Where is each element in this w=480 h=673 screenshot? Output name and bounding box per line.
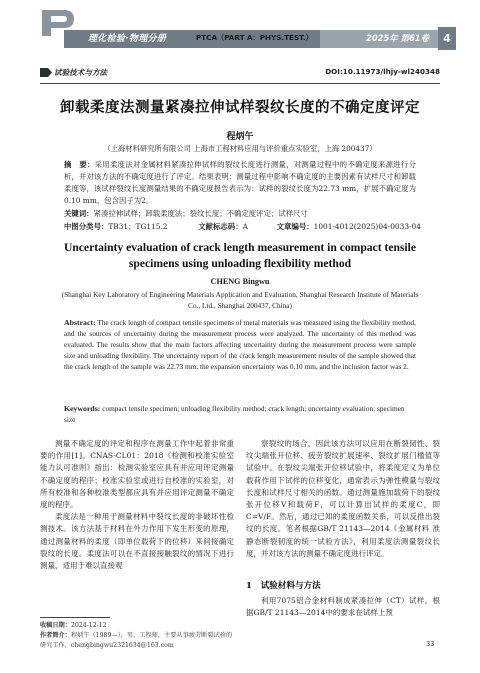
author-en: CHENG Bingwu bbox=[210, 277, 270, 286]
section-name: 试验技术与方法 bbox=[54, 68, 108, 77]
clc-label: 中图分类号： bbox=[64, 222, 109, 231]
issue-label: 2025年 第61卷 bbox=[366, 33, 430, 43]
received-value: 2024-12-12 bbox=[70, 622, 107, 629]
author-bio-value: 程炳午（1989—），男，工程师，主要从事疲劳断裂试验的研究工作，chengbingwu2321634@163.com bbox=[40, 632, 233, 649]
abstract-label-zh: 摘 要： bbox=[64, 160, 95, 169]
doi-link[interactable]: DOI:10.11973/lhjy-wl240348 bbox=[325, 67, 440, 76]
classification-row bbox=[64, 221, 421, 232]
footnote bbox=[40, 621, 234, 651]
keywords-zh bbox=[64, 208, 416, 220]
article-no-label: 文章编号： bbox=[276, 222, 314, 231]
abstract-zh bbox=[64, 159, 416, 207]
divider bbox=[40, 83, 440, 84]
abstract-text-en: The crack length of compact tensile specimens of metal materials was measured using the flexibility method, and the sources of uncertainty during the measurement process were analyzed. The uncertainty of this method was evaluated. The results show that the main factors affecting uncertainty during the measurement process were sample size and unloading flexibility. The uncertainty report of the crack length measurement results of the sample showed that the crack length of the sample was 22.73 mm, the expansion uncertainty was 0.10 mm, and the inclusion factor was 2. bbox=[64, 318, 416, 371]
doc-code-label: 文献标志码： bbox=[198, 222, 243, 231]
paragraph: 柔度法是一种用于测量材料中裂纹长度的非破坏性检测技术。该方法基于材料在外力作用下发生形变的原理，通过测量材料的柔度（即单位载荷下的位移）来间接确定裂纹的长度。柔度法可以在不直接接触裂纹的情况下进行测量，适用于难以直接观 bbox=[40, 512, 234, 571]
paragraph: 利用7075铝合金材料制成紧凑拉伸（CT）试样。根据GB/T 21143—2014中的要求在试样上预 bbox=[246, 596, 440, 618]
abstract-text-zh: 采用柔度法对金属材料紧凑拉伸试样的裂纹长度进行测量，对测量过程中的不确定度来源进行分析，并对该方法的不确定度进行了评定。结果表明：测量过程中影响不确定度的主要因素有试样尺寸和卸载柔度等，该试样裂纹长度测量结果的不确定度报告表示为：试样的裂纹长度为22.73 mm，扩展不确定度为0.10 mm，包含因子为2。 bbox=[64, 160, 416, 205]
received-label: 收稿日期： bbox=[40, 622, 71, 629]
keywords-text-zh: 紧凑拉伸试样；卸载柔度法；裂纹长度；不确定度评定；试样尺寸 bbox=[93, 209, 308, 218]
keywords-text-en: compact tensile specimen; unloading flexibility method; crack length; uncertainty evaluation; specimen size bbox=[64, 404, 405, 424]
article-title-en: Uncertainty evaluation of crack length measurement in compact tensile specimens using unloading flexibility method bbox=[63, 241, 417, 270]
author-bio-label: 作者简介： bbox=[40, 632, 71, 639]
section-arrow-icon bbox=[40, 68, 52, 77]
series-title: 理化检验·物理分册 bbox=[88, 34, 167, 44]
author-zh: 程炳午 bbox=[226, 132, 254, 142]
body-column-left bbox=[40, 438, 234, 572]
abstract-en bbox=[64, 318, 416, 373]
body-column-right bbox=[246, 438, 440, 560]
footnote-divider bbox=[40, 617, 110, 618]
paragraph: 察裂纹的场合，因此该方法可以应用在断裂韧性、裂纹尖端张开位移、疲劳裂纹扩展速率、裂纹扩展门槛值等试验中。在裂纹尖端张开位移试验中，将柔度定义为单位载荷作用下试样的位移变化，通常表示为弹性模量与裂纹长度和试样尺寸相关的函数。通过测量施加载荷下的裂纹张开位移V和载荷F，可以计算出试样的柔度C，即C=V/F。然后，通过已知的柔度函数关系，可以反推出裂纹的长度。笔者根据GB/T 21143—2014《金属材料 准静态断裂韧度的统一试验方法》，利用柔度法测量裂纹长度，并对该方法的测量不确定度进行评定。 bbox=[246, 439, 440, 558]
doc-code-value: A bbox=[242, 222, 248, 231]
keywords-label-zh: 关键词： bbox=[64, 209, 94, 218]
page-number: 33 bbox=[426, 640, 435, 648]
journal-name: PTCA（PART A：PHYS.TEST.） bbox=[196, 33, 313, 42]
section-row bbox=[40, 66, 440, 80]
keywords-en bbox=[64, 404, 416, 426]
affiliation-zh: （上海材料研究所有限公司 上海市工程材料应用与评价重点实验室，上海 200437） bbox=[103, 144, 377, 153]
keywords-label-en: Keywords: bbox=[64, 404, 101, 413]
journal-header bbox=[0, 0, 480, 62]
clc-value: TB31；TG115.2 bbox=[108, 222, 168, 231]
issue-number-badge: 4 bbox=[438, 27, 456, 50]
body-column-right-continued bbox=[246, 595, 440, 619]
paragraph: 测量不确定度的评定和程序在测量工作中起着非常重要的作用[1]。CNAS-CL01：2018《检测和校准实验室能力认可准则》指出：检测实验室应具有并应用评定测量不确定度的程序；校准实验室或进行自校准的实验室，对所有校准和各种校准类型都应具有并应用评定测量不确定度的程序。 bbox=[40, 439, 234, 510]
abstract-label-en: Abstract: bbox=[64, 318, 96, 327]
affiliation-en: (Shanghai Key Laboratory of Engineering Materials Application and Evaluation, Shanghai Research Institute of Materials Co., Ltd., Shanghai 200437, China) bbox=[61, 290, 419, 310]
section-heading: 1 试验材料与方法 bbox=[246, 581, 321, 591]
article-title-zh: 卸载柔度法测量紧凑拉伸试样裂纹长度的不确定度评定 bbox=[60, 100, 420, 116]
article-no-value: 1001-4012(2025)04-0033-04 bbox=[313, 222, 421, 231]
